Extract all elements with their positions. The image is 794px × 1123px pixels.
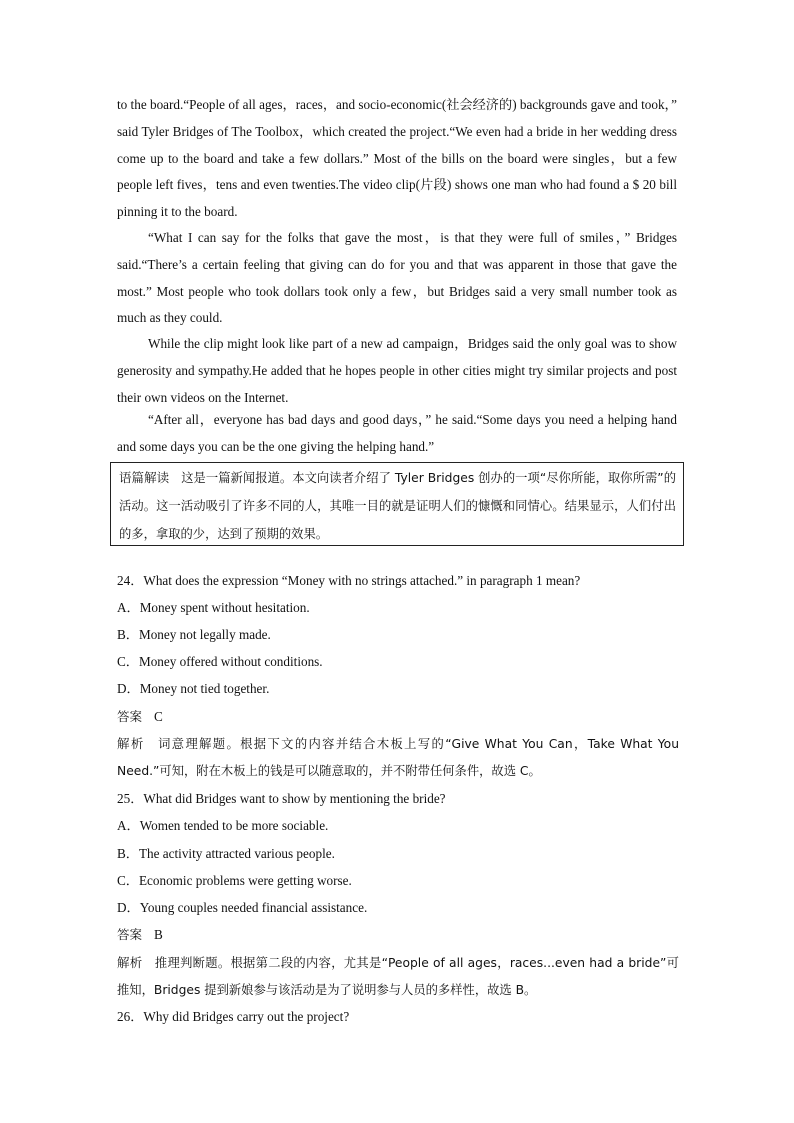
passage-paragraph-3: While the clip might look like part of a new ad campaign，Bridges said the only goal was to show generosity and sympathy.He added that he hopes people in other cities might try similar projects and post their own videos on the Internet. [117,336,677,405]
answer-value: C [154,709,163,724]
passage-paragraph-4: “After all，everyone has bad days and good days，” he said.“Some days you need a helping hand and some days you can be the one giving the helping hand.” [117,412,677,454]
question-24-option-c: C．Money offered without conditions. [117,654,323,669]
question-25-stem: 25．What did Bridges want to show by mentioning the bride? [117,791,446,806]
question-25-option-b: B．The activity attracted various people. [117,846,335,861]
question-25-answer [117,925,682,945]
answer-value: B [154,927,163,942]
question-24-option-d: D．Money not tied together. [117,681,270,696]
summary-label: 语篇解读 [119,470,170,485]
question-25-option-a: A．Women tended to be more sociable. [117,818,329,833]
question-25-option-d: D．Young couples needed financial assistance. [117,900,368,915]
answer-label: 答案 [117,709,143,724]
question-25-option-c: C．Economic problems were getting worse. [117,873,352,888]
question-24-option-b: B．Money not legally made. [117,627,271,642]
question-26-stem: 26．Why did Bridges carry out the project? [117,1009,350,1024]
question-24-explanation [117,731,679,785]
summary-text: 这是一篇新闻报道。本文向读者介绍了 Tyler Bridges 创办的一项“尽你所能，取你所需”的活动。这一活动吸引了许多不同的人，其唯一目的就是证明人们的慷慨和同情心。结果显示，人们付出的多，拿取的少，达到了预期的效果。 [119,471,676,541]
explanation-text: 词意理解题。根据下文的内容并结合木板上写的“Give What You Can，Take What You Need.”可知，附在木板上的钱是可以随意取的，并不附带任何条件，故选 C。 [117,737,679,778]
question-24-option-a: A．Money spent without hesitation. [117,600,310,615]
explanation-label: 解析 [117,736,145,751]
passage-paragraph-2: “What I can say for the folks that gave the most，is that they were full of smiles，” Bridges said.“There’s a certain feeling that giving can do for you and that was apparent in those that gave the most.” Most people who took dollars took only a few，but Bridges said a very small number took as much as they could. [117,230,677,326]
passage-paragraph-1: to the board.“People of all ages，races，and socio-economic(社会经济的) backgrounds gave and took，” said Tyler Bridges of The Toolbox，which created the project.“We even had a bride in her wedding dress come up to the board and take a few dollars.” Most of the bills on the board were singles，but a few people left fives，tens and even twenties.The video clip(片段) shows one man who had found a $ 20 bill pinning it to the board. [117,97,677,220]
explanation-label: 解析 [117,955,143,970]
summary-box [110,462,684,546]
explanation-text: 推理判断题。根据第二段的内容，尤其是“People of all ages，races...even had a bride”可推知，Bridges 提到新娘参与该活动是为了说明参与人员的多样性，故选 B。 [117,956,679,997]
answer-label: 答案 [117,927,143,942]
question-25-explanation [117,950,679,1004]
question-24-answer [117,707,682,727]
question-24-stem: 24．What does the expression “Money with no strings attached.” in paragraph 1 mean? [117,573,581,588]
